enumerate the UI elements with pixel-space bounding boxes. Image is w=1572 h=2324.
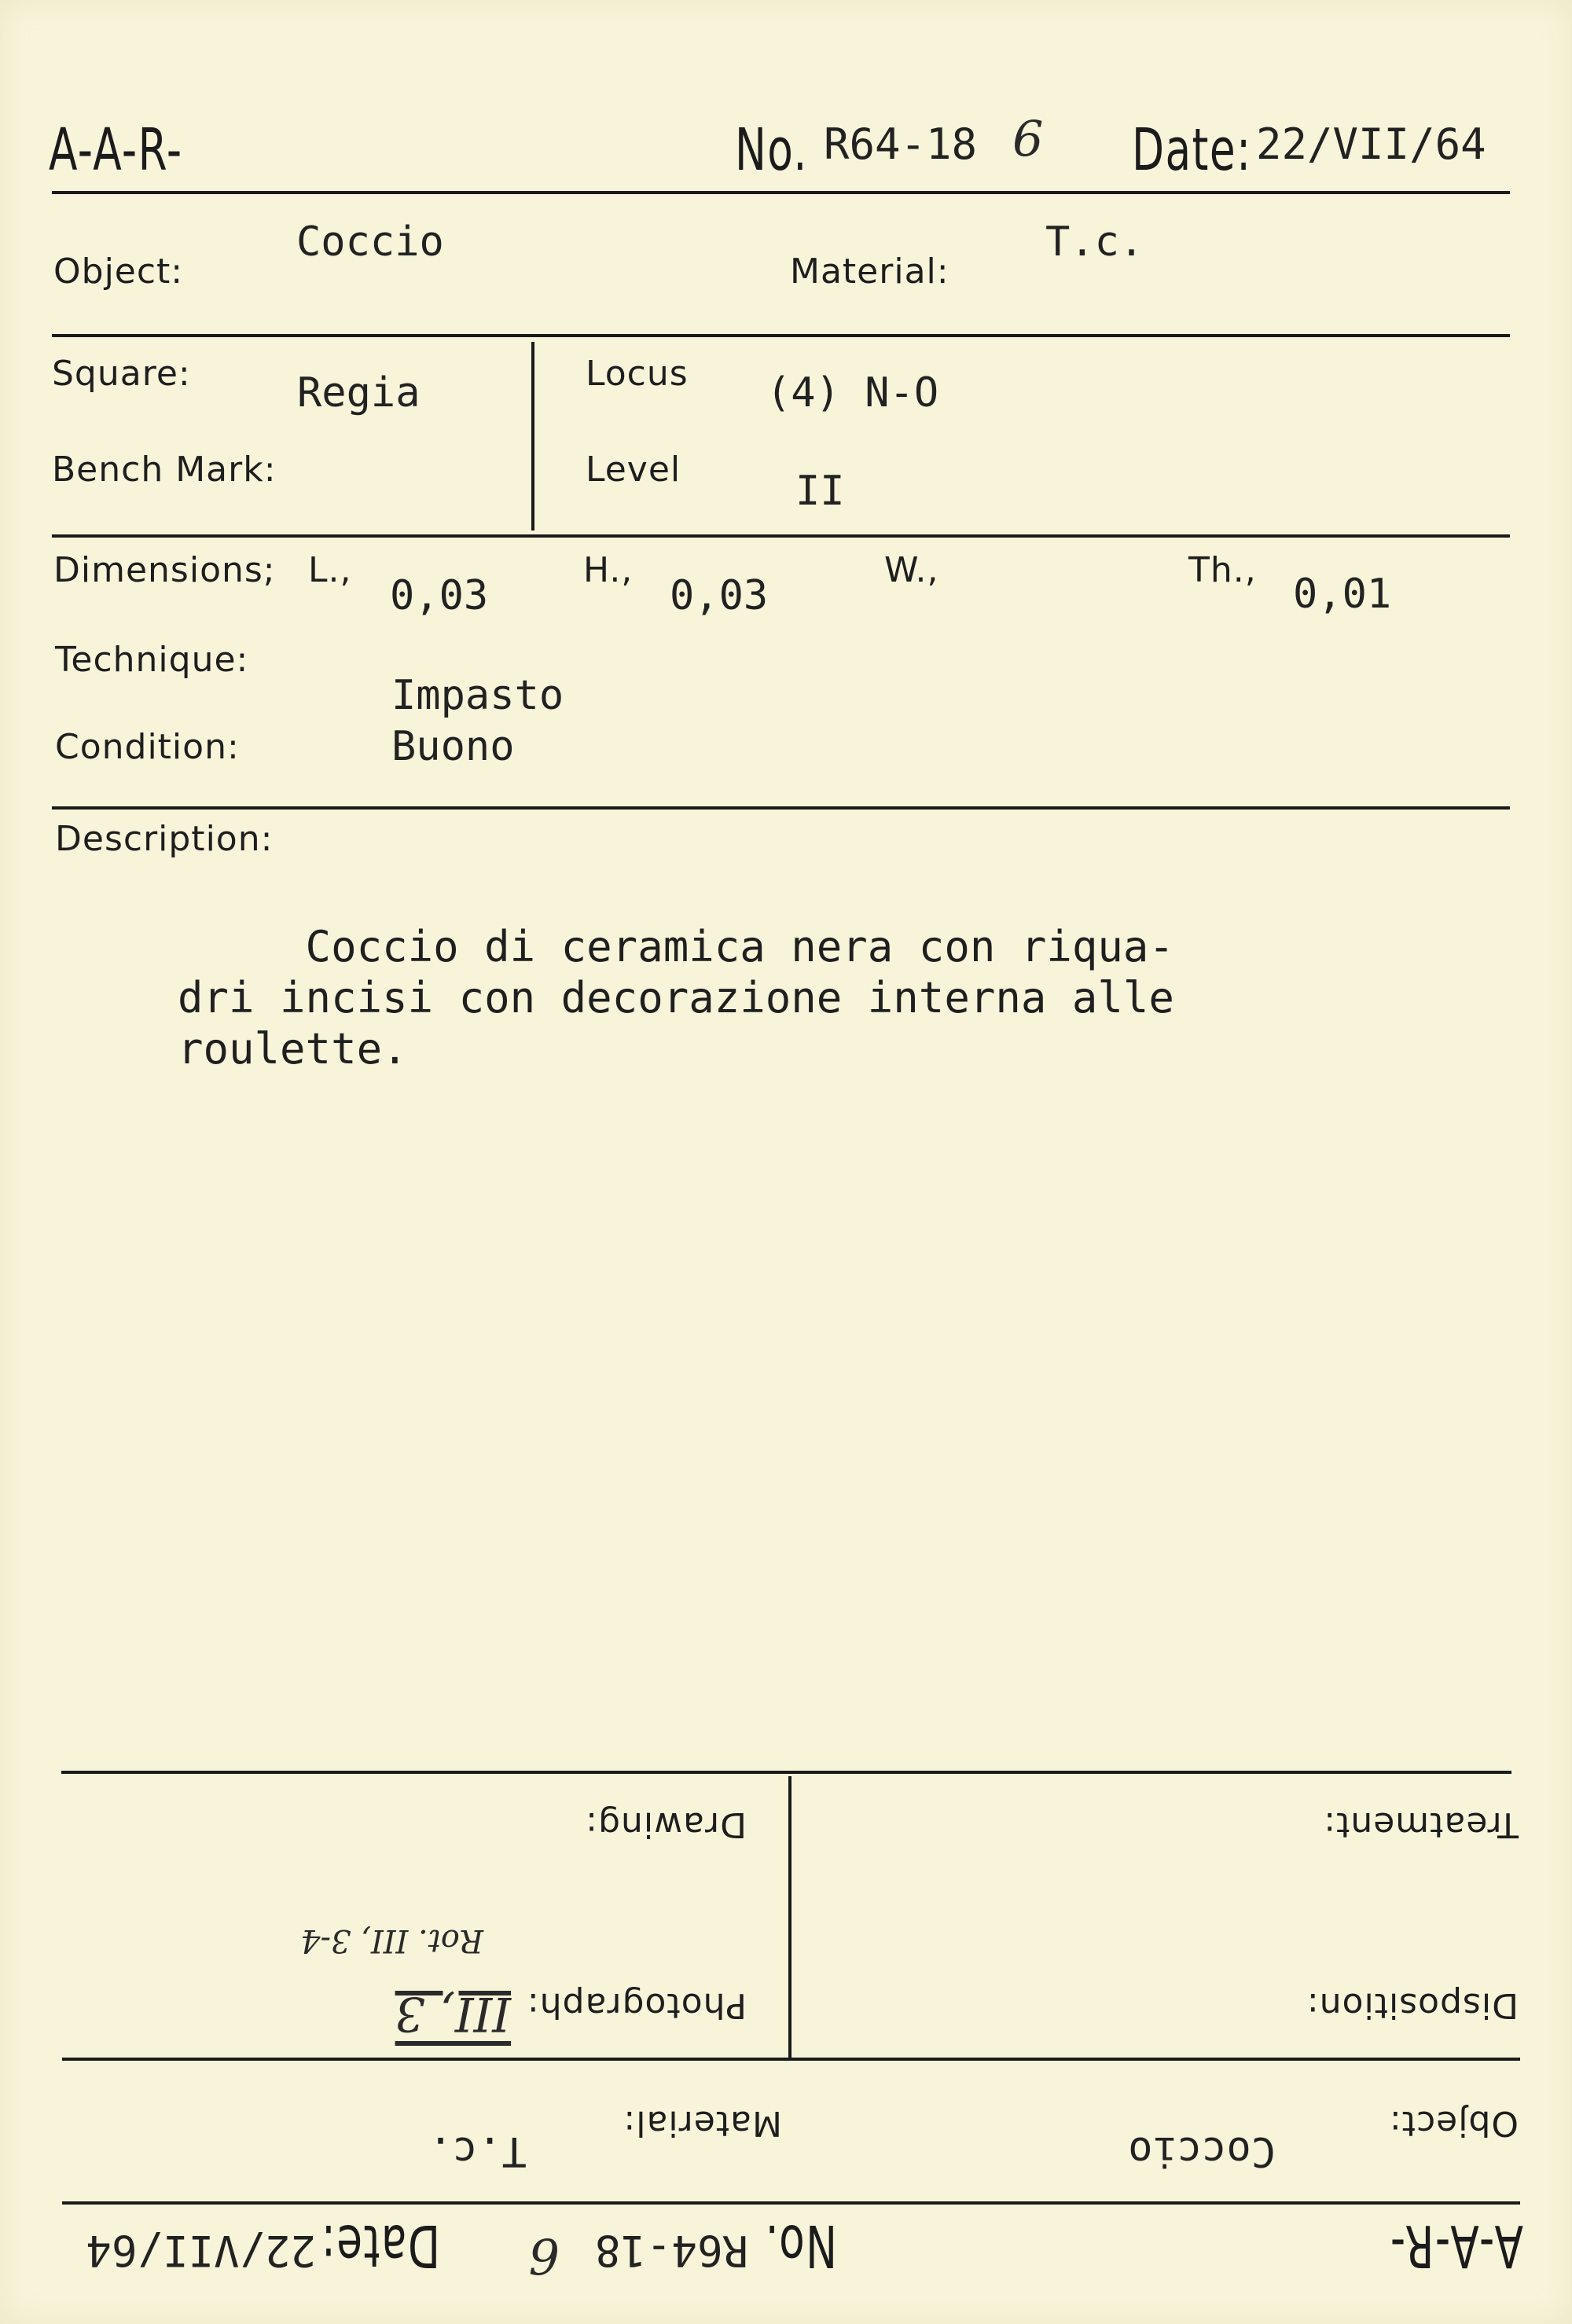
thickness-value: 0,01 [1293,571,1392,618]
footer-date-label: Date: [320,2212,440,2279]
height-label: H., [583,550,634,590]
square-value: Regia [297,369,421,417]
footer-date-value: 22/VII/64 [86,2226,316,2275]
photograph-value: III, 3 [395,1986,511,2041]
footer-object-value: Coccio [1128,2128,1276,2175]
condition-label: Condition: [55,727,240,767]
locus-label: Locus [586,354,689,394]
description-line-2: dri incisi con decorazione interna alle [178,973,1174,1022]
level-label: Level [586,450,681,490]
footer-material-value: T.c. [428,2128,527,2175]
square-label: Square: [52,354,191,394]
technique-value: Impasto [391,672,564,719]
bench-mark-label: Bench Mark: [52,450,277,490]
material-value: T.c. [1045,218,1144,266]
technique-label: Technique: [55,640,249,680]
height-value: 0,03 [670,572,769,619]
footer-rule-header [62,2201,1520,2205]
drawing-label: Drawing: [585,1804,747,1845]
footer-divider [788,1776,792,2061]
org-code: A-A-R- [49,116,183,184]
footer-rule-top [61,1771,1511,1774]
disposition-label: Disposition: [1306,1985,1519,2025]
object-label: Object: [53,251,184,292]
date-value: 22/VII/64 [1256,119,1486,169]
object-value: Coccio [296,218,444,266]
width-label: W., [884,550,939,590]
condition-value: Buono [391,723,515,770]
length-value: 0,03 [390,572,489,619]
footer-number-handwritten-digit: 6 [528,2227,560,2285]
level-value: II [795,468,845,515]
photograph-note: Rot. III, 3-4 [300,1922,483,1959]
footer-number-value: R64-18 [594,2226,748,2275]
date-label: Date: [1132,116,1252,184]
rule-object [52,334,1510,337]
rule-header [52,191,1510,194]
rule-condition [52,806,1510,810]
number-label: No. [735,116,808,184]
divider-square-locus [531,342,534,531]
footer-org-code: A-A-R- [1389,2212,1523,2279]
locus-value: (4) N-O [766,369,939,417]
footer-material-label: Material: [623,2103,782,2143]
inverted-footer [0,1682,1572,2324]
treatment-label: Treatment: [1323,1804,1519,1845]
description-line-3: roulette. [178,1024,408,1074]
footer-number-label: No. [764,2212,837,2279]
dimensions-label: Dimensions; [53,550,276,590]
description-label: Description: [55,819,274,859]
thickness-label: Th., [1188,550,1257,590]
description-line-1: Coccio di ceramica nera con riqua- [178,922,1174,971]
material-label: Material: [790,251,949,292]
footer-object-label: Object: [1388,2103,1519,2143]
number-value: R64-18 [824,119,978,169]
photograph-label: Photograph: [526,1985,747,2025]
rule-locus [52,534,1510,538]
length-label: L., [308,550,352,590]
number-handwritten-digit: 6 [1012,110,1044,167]
